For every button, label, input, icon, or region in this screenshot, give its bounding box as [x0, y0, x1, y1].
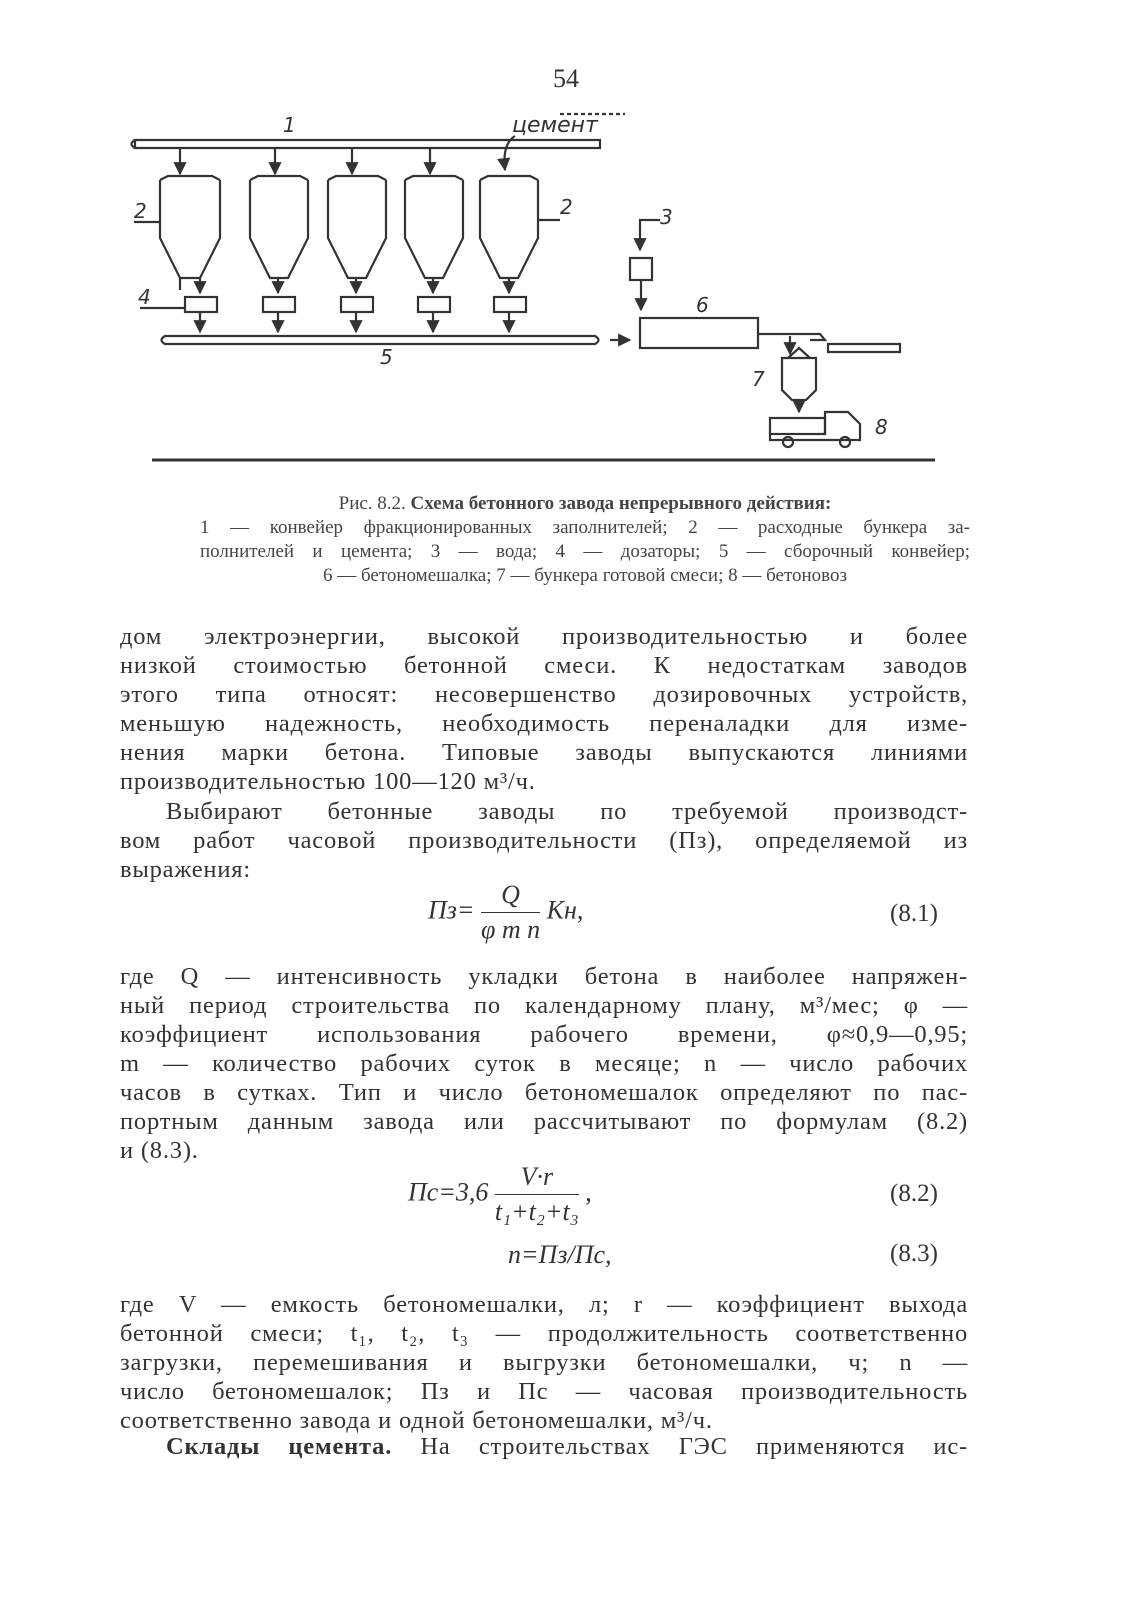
dispenser-1 [185, 297, 217, 312]
text-line: коэффициент использования рабочего времени, φ≈0,9—0,95; [120, 1021, 968, 1048]
formula-1-numerator: Q [481, 880, 540, 913]
text-line: загрузки, перемешивания и выгрузки бетономешалки, ч; n — [120, 1349, 968, 1376]
equation-number-8-3: (8.3) [890, 1240, 938, 1267]
formula-8-3: n=Пз/Пс, [508, 1240, 612, 1269]
concrete-truck [770, 412, 860, 447]
figure-caption [200, 492, 970, 588]
caption-prefix: Рис. 8.2. [338, 493, 406, 514]
label-6: 6 [696, 293, 709, 317]
top-conveyor [135, 140, 600, 148]
formula-2-fraction [495, 1162, 579, 1227]
bunker-2 [250, 176, 308, 278]
text-line: производительностью 100—120 м³/ч. [120, 768, 536, 795]
dispenser-5 [494, 297, 526, 312]
bunker-5 [480, 176, 538, 278]
label-8: 8 [875, 415, 888, 439]
section-heading-cement-warehouses: Склады цемента. [166, 1433, 393, 1460]
caption-line: 6 — бетономешалка; 7 — бункера готовой смеси; 8 — бетоновоз [322, 565, 848, 586]
caption-line: 1 — конвейер фракционированных заполнителей; 2 — расходные бункера за- [200, 517, 970, 538]
text-line [120, 1432, 968, 1461]
text-line: бетонной смеси; t₁, t₂, t₃ — продолжительность соответственно [120, 1320, 968, 1347]
text-line: где V — емкость бетономешалки, л; r — коэффициент выхода [120, 1291, 968, 1318]
paragraph-5-text: На строительствах ГЭС применяются ис- [420, 1433, 968, 1460]
bunker-3 [328, 176, 386, 278]
text-line: портным данным завода или рассчитывают по формулам (8.2) [120, 1108, 968, 1135]
paragraph-5 [120, 1432, 968, 1461]
text-line: дом электроэнергии, высокой производительностью и более [120, 623, 968, 650]
formula-1-fraction [481, 880, 540, 945]
text-line: выражения: [120, 856, 251, 883]
label-2-left: 2 [134, 199, 147, 223]
caption-line: полнителей и цемента; 3 — вода; 4 — дозаторы; 5 — сборочный конвейер; [200, 541, 970, 562]
formula-8-1 [428, 880, 583, 945]
text-line: m — количество рабочих суток в месяце; n — число рабочих [120, 1050, 968, 1077]
label-7: 7 [752, 367, 765, 391]
formula-2-numerator: V·r [495, 1162, 579, 1195]
bunker-4 [405, 176, 463, 278]
formula-2-lhs: Пс=3,6 [408, 1177, 489, 1207]
dispenser-2 [263, 297, 295, 312]
text-line: этого типа относят: несовершенство дозировочных устройств, [120, 681, 968, 708]
dispenser-3 [341, 297, 373, 312]
label-5: 5 [380, 345, 393, 369]
label-cement: цемент [512, 113, 598, 138]
text-line: где Q — интенсивность укладки бетона в наиболее напряжен- [120, 963, 968, 990]
page-number: 54 [553, 64, 579, 93]
formula-2-rhs: , [585, 1177, 592, 1207]
text-line: Выбирают бетонные заводы по требуемой производст- [166, 798, 968, 825]
text-line: меньшую надежность, необходимость переналадки для изме- [120, 710, 968, 737]
ready-mix-bunker [782, 348, 816, 400]
bunker-1 [160, 176, 220, 290]
assembly-conveyor [162, 336, 599, 344]
label-1: 1 [283, 113, 296, 137]
label-4: 4 [138, 285, 151, 309]
paragraph-2 [120, 797, 968, 884]
formula-8-2 [408, 1162, 592, 1227]
formula-1-lhs: Пз= [428, 895, 475, 925]
plant-schematic-diagram [120, 100, 960, 470]
paragraph-4 [120, 1290, 968, 1435]
text-line: ный период строительства по календарному плану, м³/мес; φ — [120, 992, 968, 1019]
text-line: нения марки бетона. Типовые заводы выпускаются линиями [120, 739, 968, 766]
paragraph-1 [120, 622, 968, 796]
formula-2-denominator: t₁+t₂+t₃ [494, 1197, 579, 1226]
concrete-mixer [640, 318, 758, 348]
text-line: низкой стоимостью бетонной смеси. К недостаткам заводов [120, 652, 968, 679]
text-line: вом работ часовой производительности (Пз), определяемой из [120, 827, 968, 854]
text-line: часов в сутках. Тип и число бетономешалок определяют по пас- [120, 1079, 968, 1106]
formula-1-rhs: Kн, [546, 895, 584, 925]
equation-number-8-2: (8.2) [890, 1180, 938, 1207]
paragraph-3 [120, 962, 968, 1165]
formula-1-denominator: φ m n [480, 915, 541, 944]
caption-title: Схема бетонного завода непрерывного действия: [410, 493, 832, 514]
equation-number-8-1: (8.1) [890, 900, 938, 927]
label-3: 3 [660, 205, 673, 229]
caption-title-line [200, 492, 970, 516]
water-tank [630, 258, 652, 280]
text-line: соответственно завода и одной бетономешалки, м³/ч. [120, 1407, 713, 1434]
dispenser-4 [418, 297, 450, 312]
label-2-right: 2 [560, 195, 573, 219]
text-line: число бетономешалок; Пз и Пс — часовая производительность [120, 1378, 968, 1405]
text-line: и (8.3). [120, 1137, 199, 1164]
